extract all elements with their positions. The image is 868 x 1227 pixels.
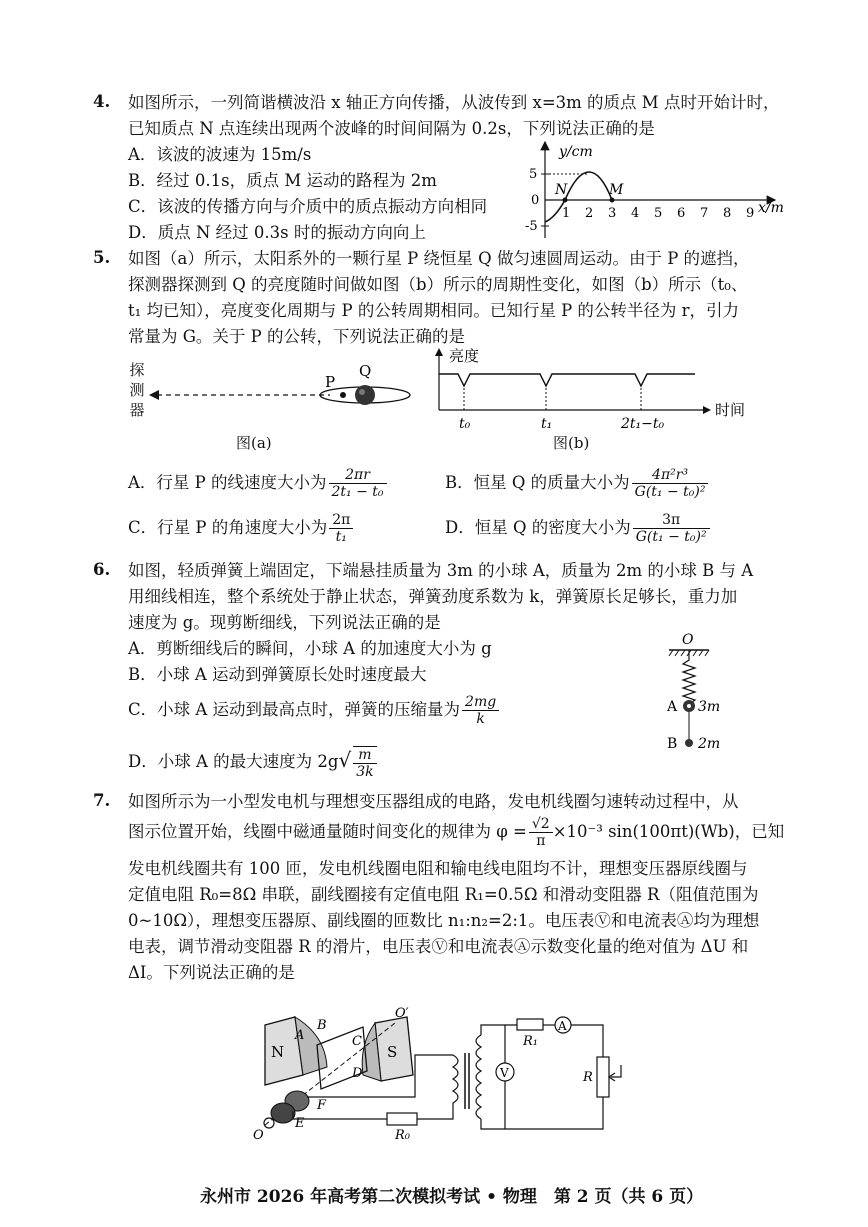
question-7-stem-line5: 0~10Ω），理想变压器原、副线圈的匝数比 n₁:n₂=2:1。电压表Ⓥ和电流表Ⓐ均为理想	[128, 911, 760, 930]
question-5-option-a	[128, 463, 387, 503]
question-4-option-b: B．经过 0.1s，质点 M 运动的路程为 2m	[128, 171, 437, 190]
y-axis-label: y/cm	[559, 144, 593, 160]
option-c-fraction	[329, 512, 353, 545]
flux-formula-suffix: ×10⁻³ sin(100πt)(Wb)，已知	[552, 822, 785, 841]
label-m: M	[609, 182, 624, 198]
question-6-option-a: A．剪断细线后的瞬间，小球 A 的加速度大小为 g	[128, 639, 492, 658]
label-r: R	[583, 1070, 593, 1085]
label-n: N	[271, 1043, 285, 1061]
question-5-option-d	[445, 508, 710, 548]
question-5-option-b	[445, 463, 708, 503]
mass-b: 2m	[698, 736, 721, 752]
option-b-text: B．恒星 Q 的质量大小为	[445, 473, 630, 492]
flux-formula-prefix: 图示位置开始，线圈中磁通量随时间变化的规律为 φ =	[128, 822, 527, 841]
point-m	[610, 198, 615, 203]
label-o-prime: O′	[395, 1006, 409, 1021]
question-7-stem-line1: 如图所示为一小型发电机与理想变压器组成的电路，发电机线圈匀速转动过程中，从	[128, 792, 739, 811]
time-label: 时间	[715, 401, 746, 419]
option-c-denominator: t₁	[335, 529, 347, 545]
label-d-corner: D	[352, 1066, 363, 1081]
flux-fraction	[529, 816, 553, 849]
tick-t0: t₀	[459, 416, 471, 432]
x-tick-9: 9	[746, 206, 755, 221]
x-tick-8: 8	[723, 206, 732, 221]
question-5-stem-line3: t₁ 均已知），亮度变化周期与 P 的公转周期相同。已知行星 P 的公转半径为 r，引力	[128, 301, 740, 320]
option-d-numerator: m	[353, 747, 376, 764]
option-c-denominator: k	[476, 711, 485, 727]
page-footer: 永州市 2026 年高考第二次模拟考试 • 物理 第 2 页（共 6 页）	[200, 1187, 704, 1207]
option-d-denominator: G(t₁ − t₀)²	[635, 529, 707, 545]
option-c-text: C．行星 P 的角速度大小为	[128, 518, 328, 537]
option-d-denominator: 3k	[356, 763, 374, 780]
option-d-text: D．恒星 Q 的密度大小为	[445, 518, 631, 537]
secondary-coil	[476, 1035, 481, 1119]
question-7-stem-line4: 定值电阻 R₀=8Ω 串联，副线圈接有定值电阻 R₁=0.5Ω 和滑动变阻器 R（阻值范围为	[128, 885, 759, 904]
label-c-corner: C	[352, 1034, 362, 1049]
question-5-stem-line1: 如图（a）所示，太阳系外的一颗行星 P 绕恒星 Q 做匀速圆周运动。由于 P 的遮挡，	[128, 249, 750, 268]
question-7-number: 7.	[93, 791, 111, 810]
resistor-r0	[387, 1113, 417, 1125]
question-6-stem-line2: 用细线相连，整个系统处于静止状态，弹簧劲度系数为 k，弹簧原长足够长，重力加	[128, 587, 738, 606]
question-6-option-c	[128, 690, 499, 730]
label-f: F	[317, 1098, 327, 1113]
label-a: A	[667, 699, 678, 715]
question-7-stem-line3: 发电机线圈共有 100 匝，发电机线圈电阻和输电线电阻均不计，理想变压器原线圈与	[128, 859, 748, 878]
option-b-numerator: 4π²r³	[632, 467, 709, 484]
question-4-option-c: C．该波的传播方向与介质中的质点振动方向相同	[128, 197, 488, 216]
rheostat-r	[597, 1057, 609, 1097]
option-d-numerator: 3π	[633, 512, 710, 529]
sqrt-sign: √	[338, 748, 352, 772]
label-b: B	[667, 736, 678, 752]
question-6-stem-line1: 如图，轻质弹簧上端固定，下端悬挂质量为 3m 的小球 A，质量为 2m 的小球 B 与 A	[128, 561, 754, 580]
option-c-numerator: 2mg	[462, 694, 499, 711]
tick-t1: t₁	[541, 416, 553, 432]
voltmeter-label: V	[500, 1066, 509, 1080]
label-p: P	[325, 373, 336, 391]
x-tick-7: 7	[700, 206, 709, 221]
question-7-stem-line7: ΔI。下列说法正确的是	[128, 963, 295, 982]
x-tick-2: 2	[585, 206, 594, 221]
option-d-fraction	[633, 512, 710, 545]
star-q	[355, 385, 375, 405]
option-b-denominator: G(t₁ − t₀)²	[634, 484, 706, 500]
question-7-stem-line2	[128, 812, 784, 852]
y-tick-0: 0	[531, 193, 540, 208]
question-5-option-c	[128, 508, 353, 548]
question-4-stem-line1: 如图所示，一列简谐横波沿 x 轴正方向传播，从波传到 x=3m 的质点 M 点时开始计时，	[128, 93, 780, 112]
detector-label: 探测器	[129, 361, 145, 419]
slip-ring-e	[271, 1103, 295, 1123]
option-c-fraction	[462, 694, 499, 727]
option-a-numerator: 2πr	[329, 467, 387, 484]
label-o: O	[682, 632, 694, 648]
resistor-r1	[517, 1019, 543, 1030]
flux-numerator: √2	[529, 816, 553, 833]
question-6-option-b: B．小球 A 运动到弹簧原长处时速度最大	[128, 665, 427, 684]
label-n: N	[555, 182, 568, 198]
figure-a-orbit	[145, 362, 415, 432]
figure-b-brightness	[425, 344, 755, 434]
figure-b-caption: 图(b)	[553, 434, 590, 452]
label-r1: R₁	[523, 1034, 538, 1049]
option-c-text: C．小球 A 运动到最高点时，弹簧的压缩量为	[128, 700, 461, 719]
mass-a: 3m	[698, 699, 721, 715]
label-o: O	[253, 1128, 264, 1143]
spring-figure	[655, 632, 735, 762]
generator-circuit-figure	[235, 1005, 655, 1145]
option-a-fraction	[329, 467, 387, 500]
x-tick-1: 1	[562, 206, 571, 221]
option-d-fraction	[353, 746, 376, 780]
question-4-number: 4.	[93, 92, 111, 111]
y-tick-neg5: -5	[525, 219, 538, 234]
primary-coil	[453, 1055, 458, 1107]
wire-bottom-left	[293, 1111, 387, 1119]
brightness-label: 亮度	[449, 347, 480, 365]
question-6-option-d	[128, 740, 377, 782]
label-a-corner: A	[295, 1028, 305, 1043]
flux-denominator: π	[536, 833, 546, 849]
wave-graph	[525, 138, 785, 242]
x-axis-label: x/m	[758, 200, 784, 216]
tick-2t1-t0: 2t₁−t₀	[621, 416, 665, 432]
question-4-option-a: A．该波的波速为 15m/s	[128, 145, 312, 164]
ammeter-label: A	[558, 1019, 567, 1033]
option-c-numerator: 2π	[329, 512, 353, 529]
question-6-number: 6.	[93, 560, 111, 579]
question-5-stem-line2: 探测器探测到 Q 的亮度随时间做如图（b）所示的周期性变化，如图（b）所示（t₀、	[128, 275, 748, 294]
point-n	[563, 198, 568, 203]
label-r0: R₀	[395, 1128, 410, 1143]
question-7-stem-line6: 电表，调节滑动变阻器 R 的滑片，电压表Ⓥ和电流表Ⓐ示数变化量的绝对值为 ΔU 和	[128, 937, 749, 956]
figure-a-caption: 图(a)	[236, 434, 272, 452]
question-4-stem-line2: 已知质点 N 点连续出现两个波峰的时间间隔为 0.2s，下列说法正确的是	[128, 119, 655, 138]
question-5-number: 5.	[93, 248, 111, 267]
spring	[683, 650, 695, 705]
question-6-stem-line3: 速度为 g。现剪断细线，下列说法正确的是	[128, 613, 441, 632]
x-tick-6: 6	[677, 206, 686, 221]
question-4-option-d: D．质点 N 经过 0.3s 时的振动方向向上	[128, 223, 426, 242]
option-a-text: A．行星 P 的线速度大小为	[128, 473, 327, 492]
label-s: S	[387, 1043, 398, 1061]
planet-p	[340, 392, 346, 398]
x-tick-3: 3	[608, 206, 617, 221]
label-q: Q	[359, 362, 372, 380]
option-b-fraction	[632, 467, 709, 500]
question-5-stem-line4: 常量为 G。关于 P 的公转，下列说法正确的是	[128, 327, 466, 346]
label-e: E	[295, 1116, 305, 1131]
y-tick-5: 5	[529, 167, 538, 182]
ball-b	[685, 739, 693, 747]
x-tick-4: 4	[631, 206, 640, 221]
option-a-denominator: 2t₁ − t₀	[331, 484, 384, 500]
option-d-text: D．小球 A 的最大速度为 2g	[128, 752, 339, 771]
x-tick-5: 5	[654, 206, 663, 221]
brightness-curve	[439, 374, 695, 386]
label-b-corner: B	[317, 1018, 327, 1033]
